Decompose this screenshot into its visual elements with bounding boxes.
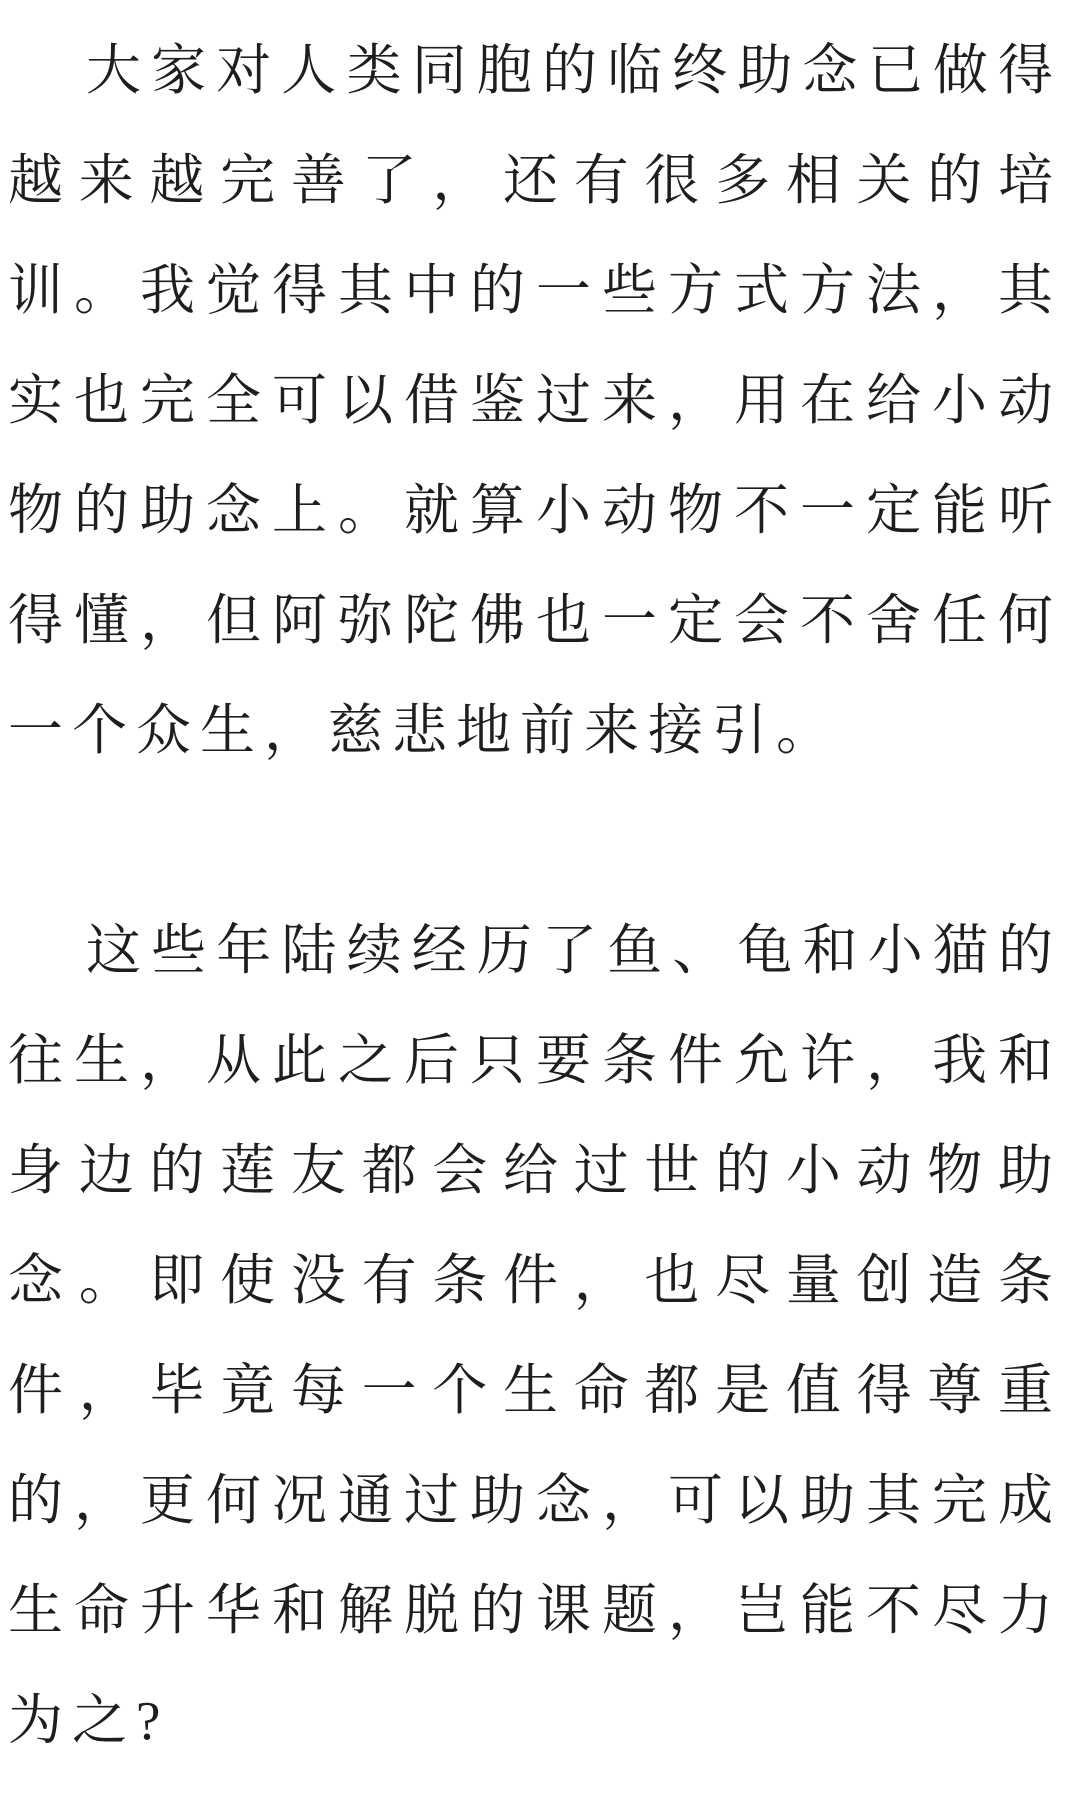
paragraph-2: 这些年陆续经历了鱼、龟和小猫的往生，从此之后只要条件允许，我和身边的莲友都会给过世的小动物助念。即使没有条件，也尽量创造条件，毕竟每一个生命都是值得尊重的，更何况通过助念，可以助其完成生命升华和解脱的课题，岂能不尽力为之?: [8, 920, 1062, 1751]
paragraph-1: 大家对人类同胞的临终助念已做得越来越完善了，还有很多相关的培训。我觉得其中的一些方式方法，其实也完全可以借鉴过来，用在给小动物的助念上。就算小动物不一定能听得懂，但阿弥陀佛也一定会不舍任何一个众生，慈悲地前来接引。: [8, 40, 1062, 761]
